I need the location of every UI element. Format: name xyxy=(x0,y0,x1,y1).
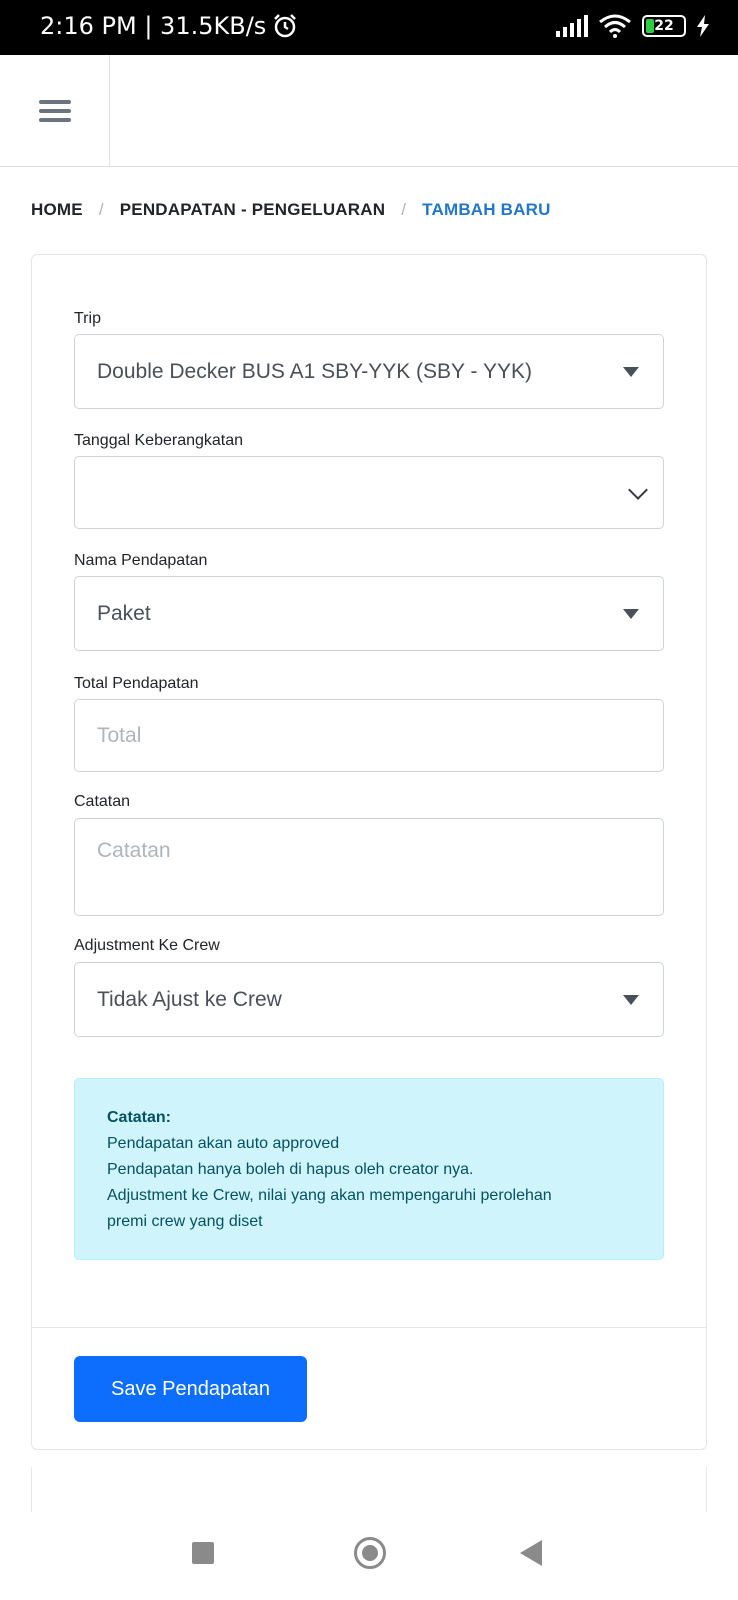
trip-select-value: Double Decker BUS A1 SBY-YYK (SBY - YYK) xyxy=(97,359,532,383)
caret-down-icon xyxy=(623,367,639,377)
alert-title: Catatan: xyxy=(107,1109,172,1126)
nama-pendapatan-label: Nama Pendapatan xyxy=(74,552,208,569)
system-nav-bar xyxy=(0,1512,738,1600)
alarm-clock-icon xyxy=(272,13,298,39)
status-bar xyxy=(0,0,738,55)
total-pendapatan-input[interactable] xyxy=(74,699,664,772)
battery-level: 22 xyxy=(654,18,674,34)
menu-toggle-button[interactable] xyxy=(0,55,110,166)
info-alert xyxy=(74,1078,664,1260)
adjustment-label: Adjustment Ke Crew xyxy=(74,937,220,954)
battery-icon xyxy=(642,15,686,37)
adjustment-value: Tidak Ajust ke Crew xyxy=(97,987,282,1011)
hamburger-icon xyxy=(39,95,71,127)
trip-select[interactable] xyxy=(74,334,664,409)
back-icon[interactable] xyxy=(520,1540,542,1566)
nama-pendapatan-select[interactable] xyxy=(74,576,664,651)
status-right xyxy=(556,14,710,38)
trip-label: Trip xyxy=(74,310,101,327)
breadcrumb-section[interactable]: PENDAPATAN - PENGELUARAN xyxy=(119,200,386,219)
signal-icon xyxy=(556,15,588,37)
catatan-textarea[interactable] xyxy=(74,818,664,916)
catatan-label: Catatan xyxy=(74,793,131,810)
tanggal-label: Tanggal Keberangkatan xyxy=(74,432,244,449)
chevron-down-icon xyxy=(628,480,648,500)
breadcrumb-home[interactable]: HOME xyxy=(31,200,83,219)
adjustment-select[interactable] xyxy=(74,962,664,1037)
status-left xyxy=(40,12,298,40)
top-navbar xyxy=(0,55,738,167)
breadcrumb-current: TAMBAH BARU xyxy=(422,200,551,219)
tanggal-select[interactable] xyxy=(74,456,664,529)
alert-line: Adjustment ke Crew, nilai yang akan mempengaruhi perolehan xyxy=(107,1187,552,1204)
total-pendapatan-label: Total Pendapatan xyxy=(74,675,199,692)
caret-down-icon xyxy=(623,995,639,1005)
alert-line: premi crew yang diset xyxy=(107,1213,263,1230)
home-icon[interactable] xyxy=(354,1537,386,1569)
status-time: 2:16 PM | 31.5KB/s xyxy=(40,12,267,40)
alert-line: Pendapatan hanya boleh di hapus oleh creator nya. xyxy=(107,1161,474,1178)
total-placeholder: Total xyxy=(97,723,142,747)
save-pendapatan-button[interactable]: Save Pendapatan xyxy=(74,1356,307,1422)
breadcrumb-separator: / xyxy=(98,200,104,219)
catatan-placeholder: Catatan xyxy=(97,839,171,862)
recents-icon[interactable] xyxy=(192,1542,214,1564)
nama-pendapatan-value: Paket xyxy=(97,601,151,625)
breadcrumb-separator: / xyxy=(401,200,407,219)
wifi-icon xyxy=(598,14,632,38)
charging-icon xyxy=(696,15,710,37)
alert-line: Pendapatan akan auto approved xyxy=(107,1135,340,1152)
caret-down-icon xyxy=(623,609,639,619)
breadcrumb xyxy=(31,200,551,220)
